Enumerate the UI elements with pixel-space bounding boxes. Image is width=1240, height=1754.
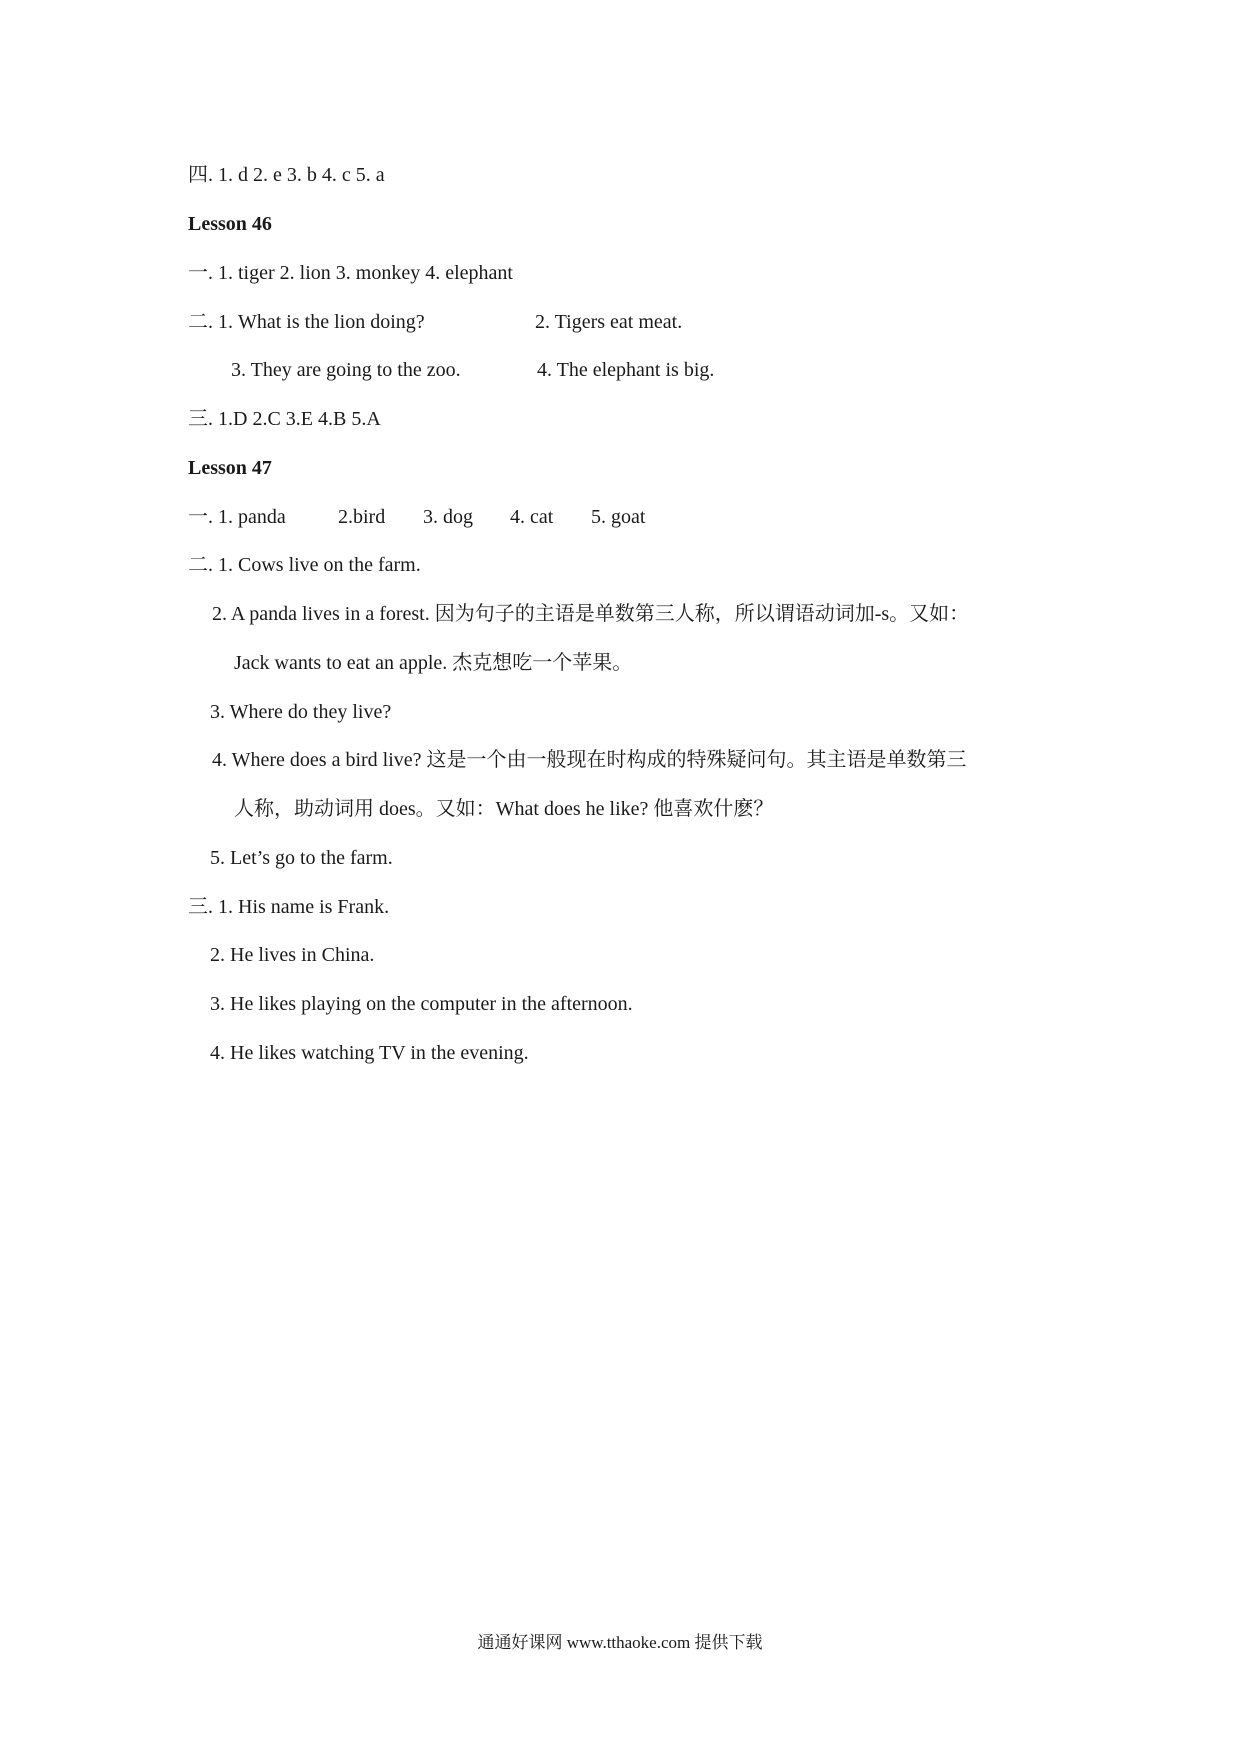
lesson-47-part-2-item-2-line-2: Jack wants to eat an apple. 杰克想吃一个苹果。 bbox=[234, 652, 633, 674]
lesson-46-part-2-item-2: 2. Tigers eat meat. bbox=[535, 311, 683, 333]
lesson-46-part-1: 一. 1. tiger 2. lion 3. monkey 4. elephant bbox=[188, 262, 513, 284]
lesson-47-title: Lesson 47 bbox=[188, 457, 272, 479]
lesson-47-part-1-item-3: 3. dog bbox=[423, 506, 473, 528]
lesson-47-part-3-item-2: 2. He lives in China. bbox=[210, 944, 375, 966]
lesson-47-part-1-item-5: 5. goat bbox=[591, 506, 646, 528]
lesson-47-part-2-item-4-line-2: 人称，助动词用 does。又如：What does he like? 他喜欢什麽？ bbox=[234, 798, 774, 820]
lesson-46-title: Lesson 46 bbox=[188, 213, 272, 235]
lesson-47-part-2-item-4-line-1: 4. Where does a bird live? 这是一个由一般现在时构成的特殊疑问句。其主语是单数第三 bbox=[212, 749, 967, 771]
lesson-46-part-2-item-1: 二. 1. What is the lion doing? bbox=[188, 311, 425, 333]
lesson-47-part-2-item-2-line-1: 2. A panda lives in a forest. 因为句子的主语是单数第三人称，所以谓语动词加-s。又如： bbox=[212, 603, 970, 625]
lesson-47-part-2-item-5: 5. Let’s go to the farm. bbox=[210, 847, 393, 869]
lesson-47-part-1-item-1: 一. 1. panda bbox=[188, 506, 286, 528]
lesson-46-part-2-item-3: 3. They are going to the zoo. bbox=[231, 359, 461, 381]
lesson-47-part-1-item-4: 4. cat bbox=[510, 506, 554, 528]
lesson-46-part-3: 三. 1.D 2.C 3.E 4.B 5.A bbox=[188, 408, 381, 430]
section-four-answers: 四. 1. d 2. e 3. b 4. c 5. a bbox=[188, 164, 385, 186]
lesson-47-part-3-item-4: 4. He likes watching TV in the evening. bbox=[210, 1042, 529, 1064]
lesson-47-part-2-item-1: 二. 1. Cows live on the farm. bbox=[188, 554, 421, 576]
page-footer: 通通好课网 www.tthaoke.com 提供下载 bbox=[477, 1633, 763, 1652]
lesson-47-part-3-item-3: 3. He likes playing on the computer in the afternoon. bbox=[210, 993, 633, 1015]
lesson-47-part-3-item-1: 三. 1. His name is Frank. bbox=[188, 896, 390, 918]
lesson-47-part-1 bbox=[188, 504, 286, 530]
lesson-47-part-1-item-2: 2.bird bbox=[338, 506, 386, 528]
lesson-46-part-2-item-4: 4. The elephant is big. bbox=[537, 359, 715, 381]
lesson-47-part-2-item-3: 3. Where do they live? bbox=[210, 701, 392, 723]
